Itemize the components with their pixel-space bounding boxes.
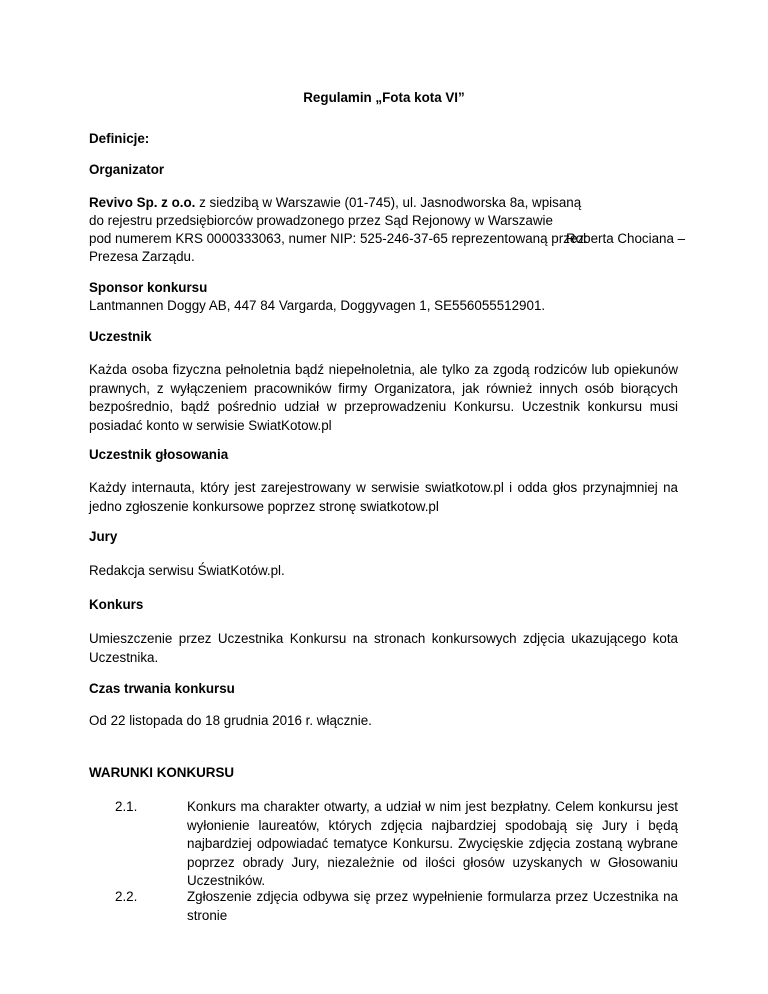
- jury-text: Redakcja serwisu ŚwiatKotów.pl.: [89, 563, 285, 578]
- warunki-item-text: Konkurs ma charakter otwarty, a udział w nim jest bezpłatny. Celem konkursu jest wyłonienie laureatów, których zdjęcia najbardziej spodobają się Jury i będą najbardziej odpowiadać tematyce Konkursu. Zwycięskie zdjęcia zostaną wybrane poprzez obrady Jury, niezależnie od ilości głosów uzyskanych w Głosowaniu Uczestników.: [187, 799, 678, 888]
- uczestnik-text: Każda osoba fizyczna pełnoletnia bądź niepełnoletnia, ale tylko za zgodą rodziców lub opiekunów prawnych, z wyłączeniem pracowników firmy Organizatora, jak również innych osób biorących bezpośrednio, bądź pośrednio udział w przeprowadzeniu Konkursu. Uczestnik konkursu musi posiadać konto w serwisie SwiatKotow.pl: [89, 362, 678, 433]
- heading-czas: Czas trwania konkursu: [89, 681, 235, 696]
- heading-uczestnik: Uczestnik: [89, 329, 152, 344]
- heading-konkurs: Konkurs: [89, 597, 144, 612]
- sponsor-text: Lantmannen Doggy AB, 447 84 Vargarda, Doggyvagen 1, SE556055512901.: [89, 298, 546, 313]
- organizator-line-3: pod numerem KRS 0000333063, numer NIP: 525-246-37-65 reprezentowaną przez:: [89, 231, 588, 246]
- czas-text: Od 22 listopada do 18 grudnia 2016 r. włącznie.: [89, 713, 372, 728]
- organizator-line-3-right: Roberta Chociana –: [566, 231, 686, 246]
- organizator-line-1-rest: z siedzibą w Warszawie (01-745), ul. Jasnodworska 8a, wpisaną: [195, 195, 582, 210]
- warunki-item-text: Zgłoszenie zdjęcia odbywa się przez wypełnienie formularza przez Uczestnika na stronie: [187, 889, 678, 923]
- heading-warunki: WARUNKI KONKURSU: [89, 765, 235, 780]
- uczestnik-glosowania-text: Każdy internauta, który jest zarejestrowany w serwisie swiatkotow.pl i odda głos przynajmniej na jedno zgłoszenie konkursowe poprzez stronę swiatkotow.pl: [89, 480, 678, 514]
- heading-sponsor: Sponsor konkursu: [89, 280, 208, 295]
- konkurs-text: Umieszczenie przez Uczestnika Konkursu na stronach konkursowych zdjęcia ukazującego kota Uczestnika.: [89, 631, 678, 665]
- warunki-item-number: 2.2.: [115, 889, 138, 904]
- heading-uczestnik-glosowania: Uczestnik głosowania: [89, 447, 229, 462]
- heading-organizator: Organizator: [89, 162, 165, 177]
- organizator-line-4: Prezesa Zarządu.: [89, 249, 195, 264]
- organizator-line-1: [89, 194, 581, 212]
- organizator-line-2: do rejestru przedsiębiorców prowadzonego przez Sąd Rejonowy w Warszawie: [89, 213, 553, 228]
- organizator-company: Revivo Sp. z o.o.: [89, 195, 196, 210]
- heading-jury: Jury: [89, 529, 118, 544]
- warunki-item-number: 2.1.: [115, 799, 138, 814]
- document-title: Regulamin „Fota kota VI”: [303, 90, 465, 105]
- section-definicje: Definicje:: [89, 131, 150, 146]
